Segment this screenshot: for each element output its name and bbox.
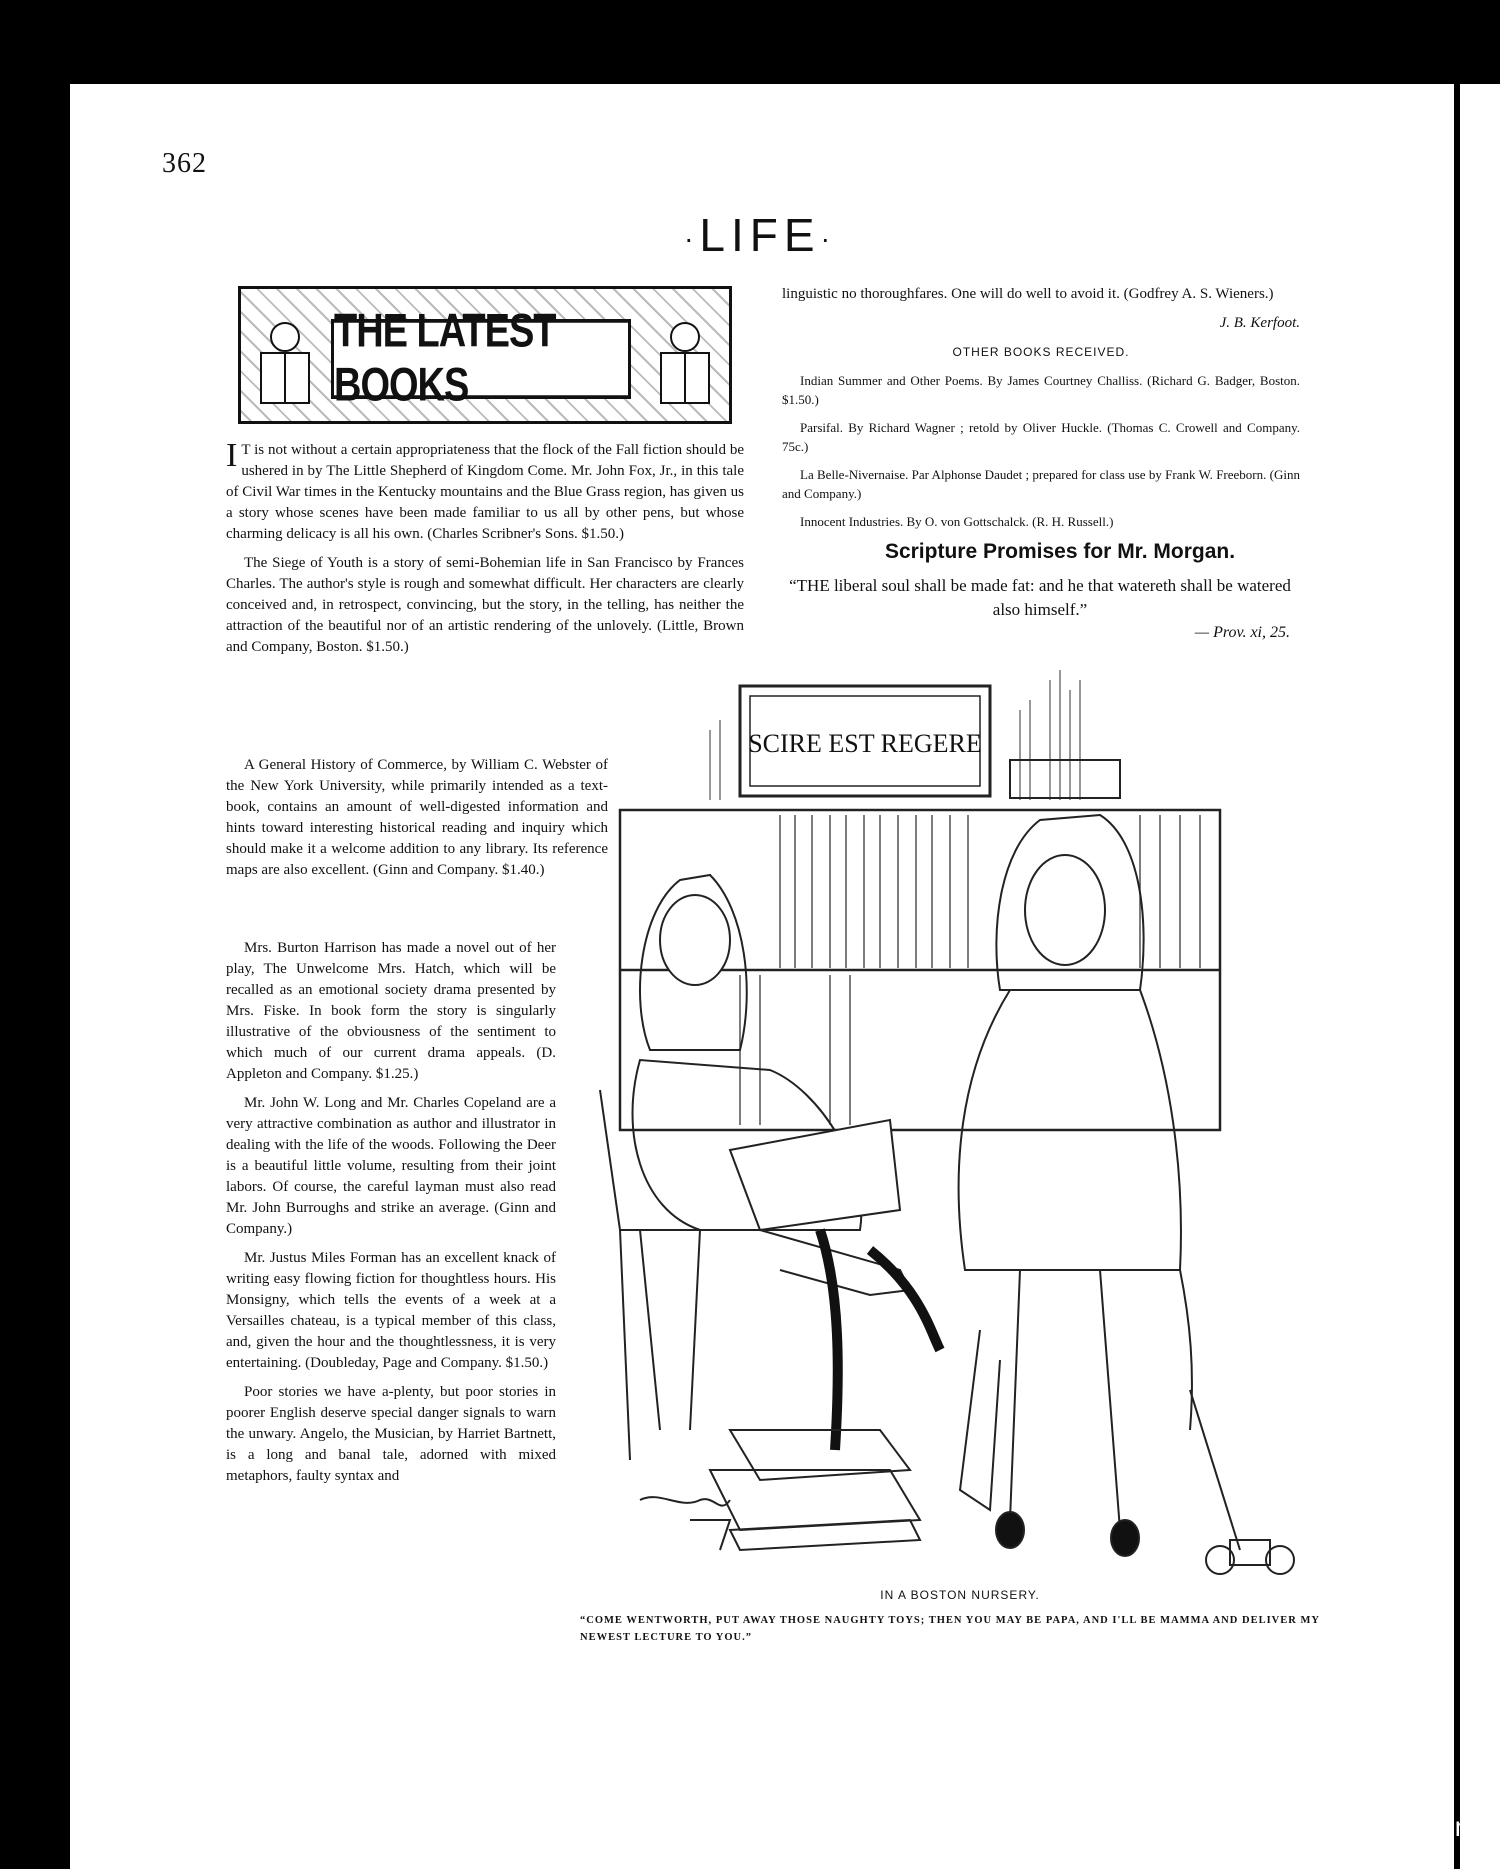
next-page-edge	[1454, 84, 1500, 1869]
scripture-source: — Prov. xi, 25.	[1194, 624, 1290, 641]
sign-motto-text: SCIRE EST REGERE	[748, 729, 982, 758]
scripture-title: Scripture Promises for Mr. Morgan.	[884, 540, 1236, 563]
banner-title: THE LATEST BOOKS	[331, 319, 631, 399]
standing-child	[959, 815, 1192, 1556]
masthead-title: LIFE	[699, 209, 821, 261]
review-continuation: linguistic no thoroughfares. One will do well to avoid it. (Godfrey A. S. Wieners.)	[782, 286, 1274, 302]
other-book-item: Innocent Industries. By O. von Gottschalck. (R. H. Russell.)	[800, 514, 1114, 529]
open-book	[730, 1120, 900, 1230]
toy-cart	[1190, 1390, 1294, 1574]
review-column-left-narrowest	[226, 938, 556, 1495]
book-on-shelf	[1010, 760, 1120, 798]
other-books-heading: OTHER BOOKS RECEIVED.	[952, 345, 1130, 359]
review-column-left-top	[226, 437, 744, 666]
watermark: comicbooks.com	[1269, 1811, 1478, 1842]
review-paragraph-2: The Siege of Youth is a story of semi-Bohemian life in San Francisco by Frances Charles. The author's style is rough and somewhat difficult. Her characters are clearly conceived and, in retrospect, convincing, but the story, in the telling, has neither the attraction of the beautiful nor of an artistic rendering of the unlovely. (Little, Brown and Company, Boston. $1.50.)	[226, 555, 744, 655]
masthead-dot-right: ·	[820, 222, 836, 254]
review-paragraph-1	[226, 437, 744, 545]
caption-title: IN A BOSTON NURSERY.	[880, 1588, 1040, 1602]
review-paragraph-7: Poor stories we have a-plenty, but poor stories in poorer English deserve special danger signals to warn the unwary. Angelo, the Musician, by Harriet Bartnett, is a long and banal tale, adorned with mixed metaphors, faulty syntax and	[226, 1384, 556, 1484]
reviewer-signature: J. B. Kerfoot.	[1219, 315, 1300, 331]
nursery-illustration	[580, 670, 1340, 1590]
other-book-item: Parsifal. By Richard Wagner ; retold by Oliver Huckle. (Thomas C. Crowell and Company. 75c.)	[782, 420, 1300, 454]
review-paragraph-3: A General History of Commerce, by William C. Webster of the New York University, while primarily intended as a text-book, contains an amount of well-digested information and hints toward interesting historical reading and inquiry which should make it a welcome addition to any library. Its reference maps are also excellent. (Ginn and Company. $1.40.)	[226, 757, 608, 878]
doll	[960, 1330, 1000, 1510]
review-text: T is not without a certain appropriateness that the flock of the Fall fiction should be ushered in by The Little Shepherd of Kingdom Come. Mr. John Fox, Jr., in this tale of Civil War times in the Kentucky mountains and the Blue Grass region, has given us a story whose scenes have been made familiar to us all by other pens, but whose charming delicacy is all his own. (Charles Scribner's Sons. $1.50.)	[226, 442, 744, 542]
review-paragraph-5: Mr. John W. Long and Mr. Charles Copeland are a very attractive combination as author and illustrator in dealing with the life of the woods. Following the Deer is a beautiful little volume, resulting from their joint labors. Of course, the careful layman must also read Mr. John Burroughs and strike an average. (Ginn and Company.)	[226, 1095, 556, 1237]
reading-child-right-icon	[655, 319, 715, 409]
caption-quote: “COME WENTWORTH, PUT AWAY THOSE NAUGHTY TOYS; THEN YOU MAY BE PAPA, AND I'LL BE MAMMA AND DELIVER MY NEWEST LECTURE TO YOU.”	[580, 1615, 1320, 1643]
other-book-item: Indian Summer and Other Poems. By James Courtney Challiss. (Richard G. Badger, Boston. $1.50.)	[782, 373, 1300, 407]
drop-cap: I	[226, 437, 238, 474]
artist-signature	[640, 1497, 730, 1506]
review-paragraph-6: Mr. Justus Miles Forman has an excellent knack of writing easy flowing fiction for thoughtless hours. His Monsigny, which tells the events of a week at a Versailles chateau, is a typical member of this class, and, given the hour and the thoughtlessness, it is very entertaining. (Doubleday, Page and Company. $1.50.)	[226, 1250, 556, 1371]
latest-books-banner	[238, 286, 732, 424]
seated-girl	[633, 875, 941, 1450]
scripture-text: “THE liberal soul shall be made fat: and he that watereth shall be watered also himself.”	[789, 576, 1291, 619]
reading-child-left-icon	[255, 319, 315, 409]
review-column-right	[782, 284, 1300, 540]
masthead-dot-left: ·	[684, 222, 700, 254]
review-column-left-narrow	[226, 755, 608, 889]
review-paragraph-4: Mrs. Burton Harrison has made a novel out of her play, The Unwelcome Mrs. Hatch, which will be recalled as an emotional society drama presented by Mrs. Fiske. In book form the story is singularly illustrative of the obviousness of the sentiment to which much of our current drama appeals. (D. Appleton and Company. $1.25.)	[226, 940, 556, 1082]
page-number: 362	[162, 148, 207, 179]
scattered-books	[710, 1430, 920, 1550]
other-book-item: La Belle-Nivernaise. Par Alphonse Daudet ; prepared for class use by Frank W. Freeborn. (Ginn and Company.)	[782, 467, 1300, 501]
masthead	[650, 208, 870, 262]
